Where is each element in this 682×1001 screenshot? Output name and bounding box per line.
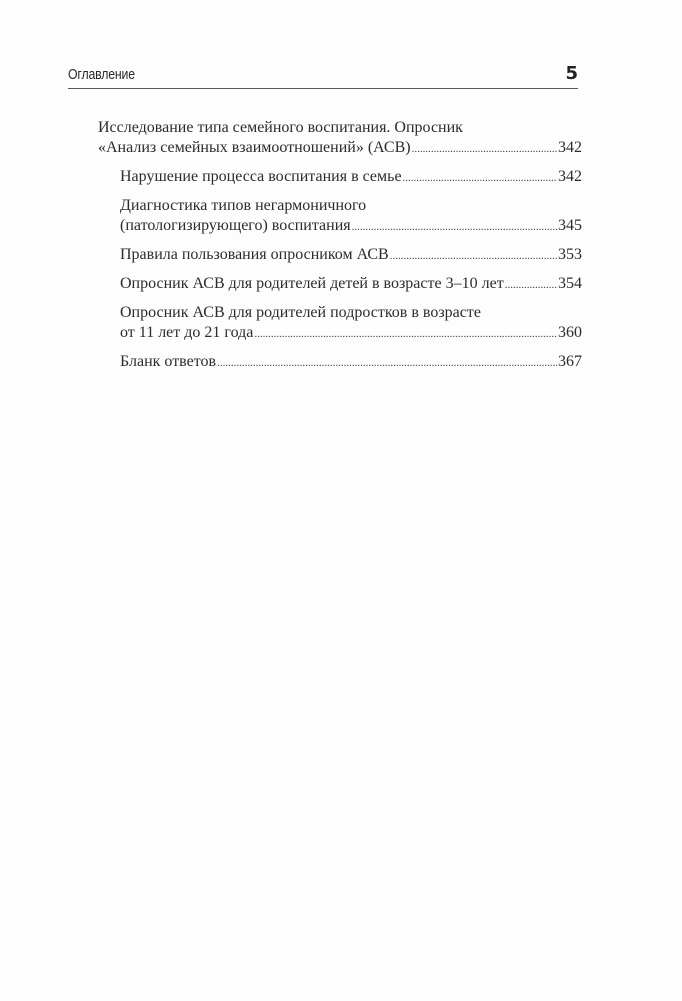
dot-leader bbox=[403, 167, 557, 188]
toc-entry-title-line: Опросник АСВ для родителей подростков в возрасте bbox=[120, 304, 481, 321]
toc-entry[interactable] bbox=[98, 167, 582, 188]
toc-entry-page: 342 bbox=[558, 168, 582, 185]
dot-leader bbox=[217, 352, 557, 373]
toc-entry-title-line: Исследование типа семейного воспитания. Опросник bbox=[98, 119, 463, 136]
toc-entry-page: 360 bbox=[558, 324, 582, 341]
toc-entry-title-line: Нарушение процесса воспитания в семье bbox=[120, 168, 402, 185]
dot-leader bbox=[505, 274, 557, 295]
toc-entry-title-line: от 11 лет до 21 года bbox=[120, 324, 254, 341]
dot-leader bbox=[352, 216, 557, 237]
toc-entry[interactable] bbox=[98, 118, 582, 159]
toc-entry-title-line: Диагностика типов негармоничного bbox=[120, 197, 367, 214]
toc-entry-page: 353 bbox=[558, 246, 582, 263]
toc-entry-title-line: Опросник АСВ для родителей детей в возрасте 3–10 лет bbox=[120, 275, 504, 292]
header-title: Оглавление bbox=[68, 66, 135, 83]
running-header bbox=[68, 64, 578, 89]
toc-entry-title-line: Правила пользования опросником АСВ bbox=[120, 246, 389, 263]
toc-entry[interactable] bbox=[98, 196, 582, 237]
toc-entry-title-line: (патологизирующего) воспитания bbox=[120, 217, 351, 234]
dot-leader bbox=[390, 245, 557, 266]
dot-leader bbox=[254, 323, 557, 344]
table-of-contents bbox=[98, 118, 582, 381]
toc-entry-title-line: «Анализ семейных взаимоотношений» (АСВ) bbox=[98, 139, 411, 156]
page-number: 5 bbox=[565, 63, 578, 84]
toc-entry-page: 342 bbox=[558, 139, 582, 156]
toc-entry-page: 345 bbox=[558, 217, 582, 234]
toc-entry[interactable] bbox=[98, 352, 582, 373]
toc-entry[interactable] bbox=[98, 303, 582, 344]
toc-entry-page: 354 bbox=[558, 275, 582, 292]
dot-leader bbox=[412, 138, 557, 159]
toc-entry[interactable] bbox=[98, 245, 582, 266]
toc-entry-title-line: Бланк ответов bbox=[120, 353, 217, 370]
toc-entry-page: 367 bbox=[558, 353, 582, 370]
toc-entry[interactable] bbox=[98, 274, 582, 295]
